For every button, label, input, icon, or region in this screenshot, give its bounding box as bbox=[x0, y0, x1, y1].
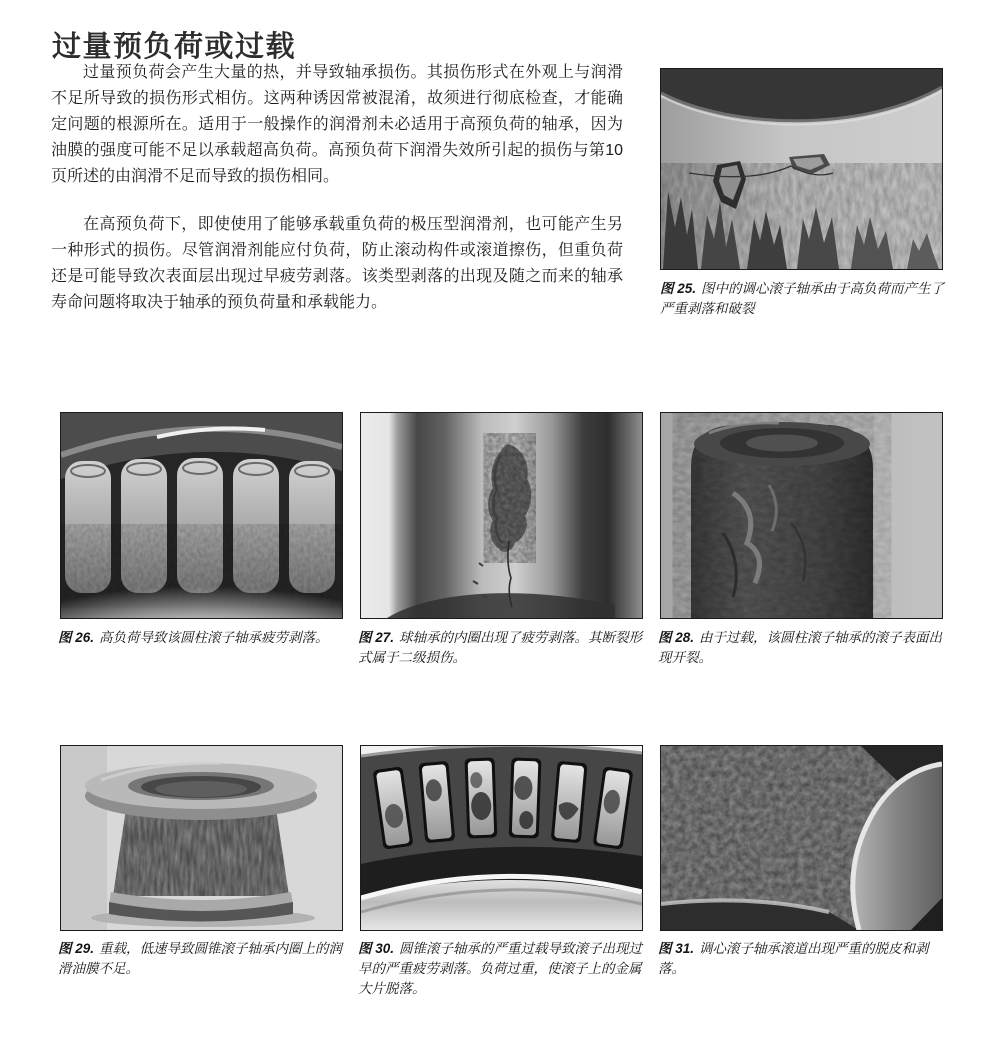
figure-25-label: 图 25. bbox=[660, 281, 697, 296]
figure-29-text: 重载，低速导致圆锥滚子轴承内圈上的润滑油膜不足。 bbox=[58, 941, 343, 976]
ball-bearing-inner-ring-image bbox=[361, 413, 642, 618]
figure-31-photo bbox=[660, 745, 943, 931]
figure-31-caption bbox=[658, 939, 950, 979]
tapered-inner-ring-image bbox=[61, 746, 342, 930]
figure-29-caption bbox=[58, 939, 350, 979]
tapered-roller-cage-image bbox=[361, 746, 642, 930]
figure-27-text: 球轴承的内圈出现了疲劳剥落。其断裂形式属于二级损伤。 bbox=[358, 630, 643, 665]
peeled-raceway-image bbox=[661, 746, 942, 930]
figure-31-label: 图 31. bbox=[658, 941, 695, 956]
figure-29-photo bbox=[60, 745, 343, 931]
paragraph-2: 在高预负荷下，即使使用了能够承载重负荷的极压型润滑剂，也可能产生另一种形式的损伤。尽管润滑剂能应付负荷，防止滚动构件或滚道擦伤，但重负荷还是可能导致次表面层出现过早疲劳剥落。该类型剥落的出现及随之而来的轴承寿命问题将取决于轴承的预负荷量和承载能力。 bbox=[51, 216, 623, 311]
figure-25-photo bbox=[660, 68, 943, 270]
cylindrical-roller-bearing-image bbox=[61, 413, 342, 618]
figure-27-label: 图 27. bbox=[358, 630, 395, 645]
figure-29-label: 图 29. bbox=[58, 941, 95, 956]
figure-31-text: 调心滚子轴承滚道出现严重的脱皮和剥落。 bbox=[658, 941, 929, 976]
figure-28-label: 图 28. bbox=[658, 630, 695, 645]
figure-27-photo bbox=[360, 412, 643, 619]
figure-28-text: 由于过载，该圆柱滚子轴承的滚子表面出现开裂。 bbox=[658, 630, 943, 665]
figure-25-caption bbox=[660, 279, 952, 319]
figure-30-label: 图 30. bbox=[358, 941, 395, 956]
cracked-roller-image bbox=[661, 413, 942, 618]
figure-28-caption bbox=[658, 628, 950, 668]
figure-30-caption bbox=[358, 939, 650, 999]
figure-25-text: 图中的调心滚子轴承由于高负荷而产生了严重剥落和破裂 bbox=[660, 281, 945, 316]
figure-27-caption bbox=[358, 628, 650, 668]
figure-26-photo bbox=[60, 412, 343, 619]
figure-26-caption bbox=[58, 628, 350, 648]
figure-26-label: 图 26. bbox=[58, 630, 95, 645]
page-title: 过量预负荷或过载 bbox=[52, 31, 297, 63]
bearing-roller-spalling-image bbox=[661, 69, 942, 269]
paragraph-1: 过量预负荷会产生大量的热，并导致轴承损伤。其损伤形式在外观上与润滑不足所导致的损伤形式相仿。这两种诱因常被混淆，故须进行彻底检查，才能确定问题的根源所在。适用于一般操作的润滑剂未必适用于高预负荷的轴承，因为油膜的强度可能不足以承载超高负荷。高预负荷下润滑失效所引起的损伤与第10页所述的由润滑不足而导致的损伤相同。 bbox=[51, 64, 623, 185]
figure-30-photo bbox=[360, 745, 643, 931]
figure-30-text: 圆锥滚子轴承的严重过载导致滚子出现过早的严重疲劳剥落。负荷过重，使滚子上的金属大片脱落。 bbox=[358, 941, 643, 996]
figure-26-text: 高负荷导致该圆柱滚子轴承疲劳剥落。 bbox=[99, 630, 329, 645]
figure-28-photo bbox=[660, 412, 943, 619]
